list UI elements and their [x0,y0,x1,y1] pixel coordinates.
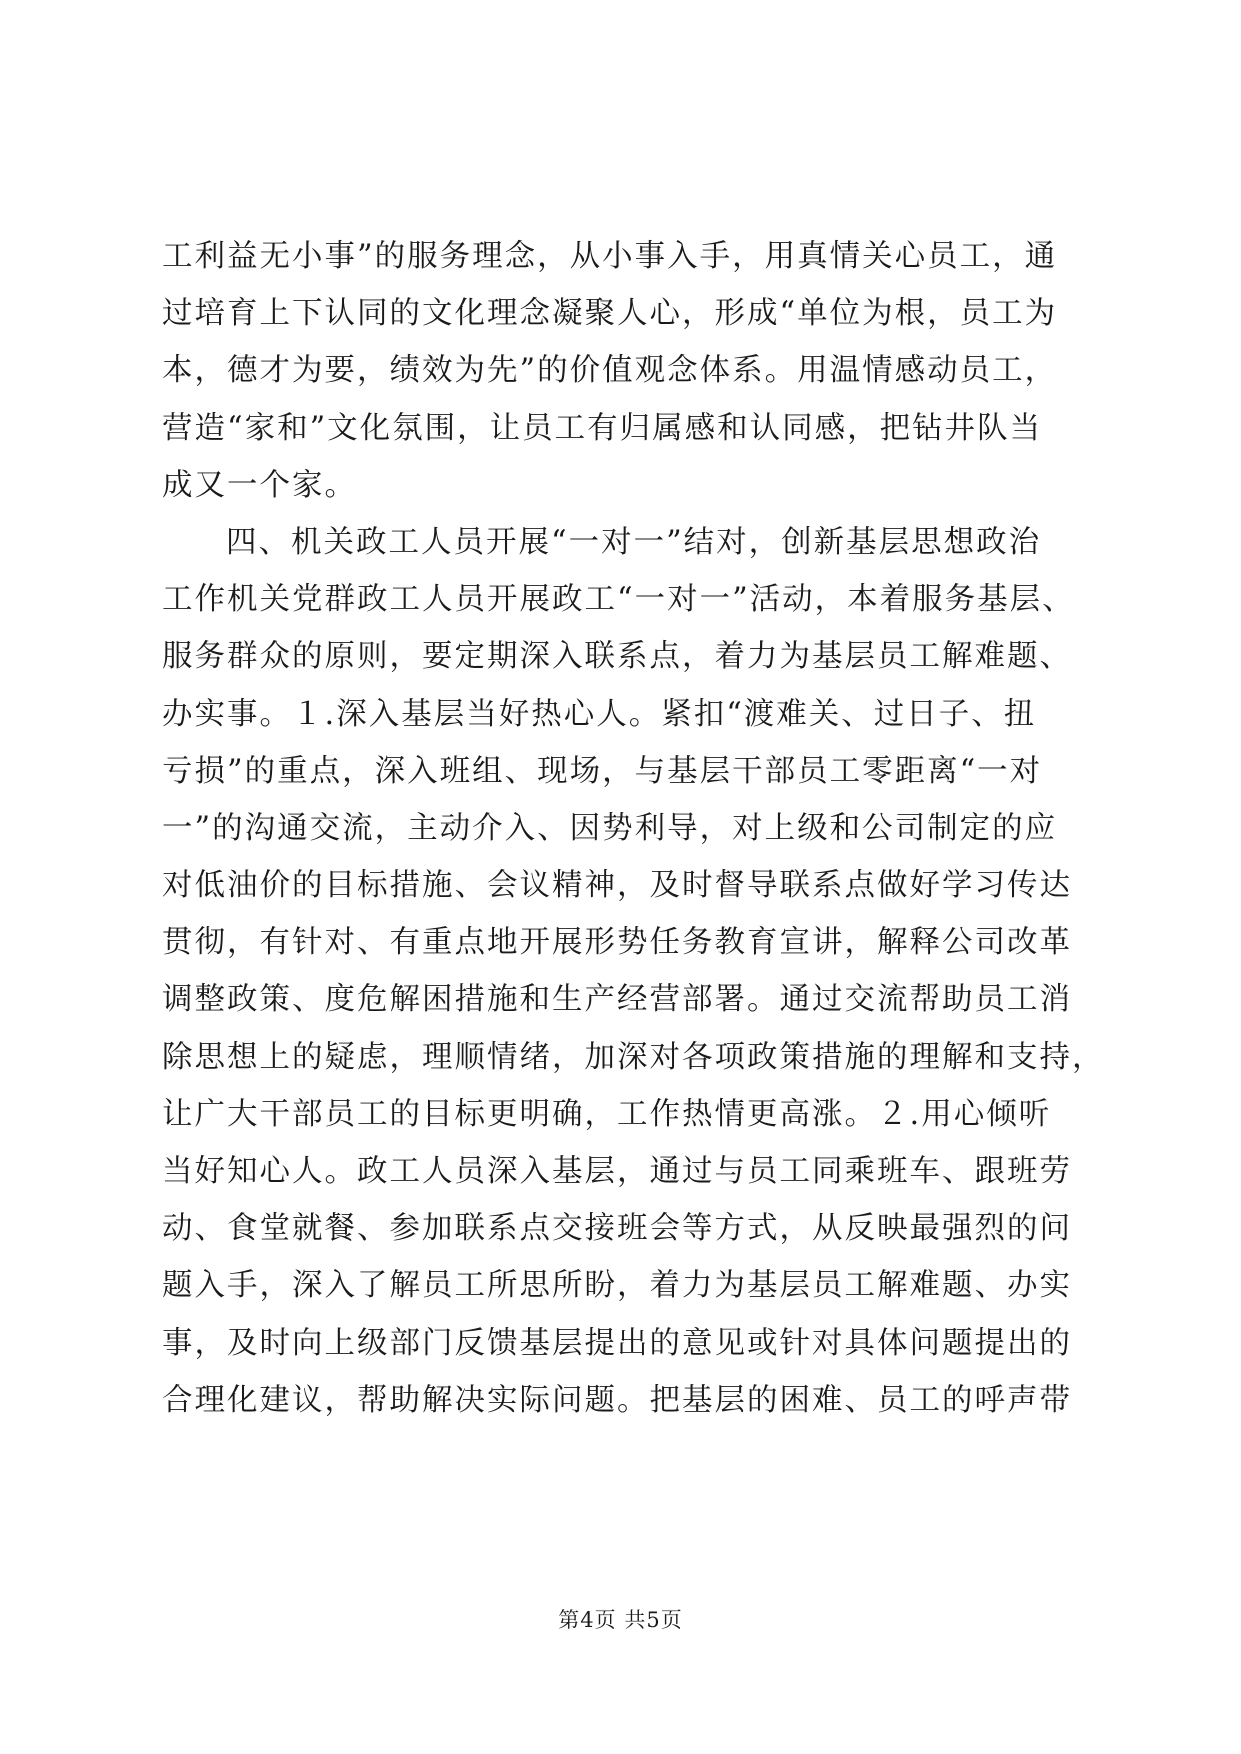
text-line: 亏损”的重点，深入班组、现场，与基层干部员工零距离“一对 [162,753,1043,789]
text-line: 题入手，深入了解员工所思所盼，着力为基层员工解难题、办实 [162,1268,1072,1304]
text-line: 本，德才为要，绩效为先”的价值观念体系。用温情感动员工， [162,353,1058,389]
text-line: 让广大干部员工的目标更明确，工作热情更高涨。２.用心倾听 [162,1096,1052,1132]
text-line: 一”的沟通交流，主动介入、因势利导，对上级和公司制定的应 [162,810,1058,846]
text-line: 过培育上下认同的文化理念凝聚人心，形成“单位为根，员工为 [162,296,1058,332]
section-heading-line: 四、机关政工人员开展“一对一”结对，创新基层思想政治 [226,524,1042,560]
text-line: 成又一个家。 [162,467,357,503]
page-footer [0,1605,1241,1635]
text-line: 事，及时向上级部门反馈基层提出的意见或针对具体问题提出的 [162,1325,1072,1361]
page-number-label: 第4页 共5页 [558,1608,683,1632]
text-line: 办实事。１.深入基层当好热心人。紧扣“渡难关、过日子、扭 [162,696,1037,732]
body-text [162,228,1105,1429]
text-line: 贯彻，有针对、有重点地开展形势任务教育宣讲，解释公司改革 [162,925,1072,961]
text-line: 合理化建议，帮助解决实际问题。把基层的困难、员工的呼声带 [162,1382,1072,1418]
text-line: 调整政策、度危解困措施和生产经营部署。通过交流帮助员工消 [162,982,1072,1018]
text-line: 除思想上的疑虑，理顺情绪，加深对各项政策措施的理解和支持， [162,1039,1105,1075]
text-line: 营造“家和”文化氛围，让员工有归属感和认同感，把钻井队当 [162,410,1043,446]
text-line: 工作机关党群政工人员开展政工“一对一”活动，本着服务基层、 [162,582,1075,618]
text-line: 当好知心人。政工人员深入基层，通过与员工同乘班车、跟班劳 [162,1154,1072,1189]
text-line: 服务群众的原则，要定期深入联系点，着力为基层员工解难题、 [162,639,1072,675]
text-line: 工利益无小事”的服务理念，从小事入手，用真情关心员工，通 [162,239,1058,274]
text-line: 对低油价的目标措施、会议精神，及时督导联系点做好学习传达 [162,868,1072,904]
text-line: 动、食堂就餐、参加联系点交接班会等方式，从反映最强烈的问 [162,1211,1072,1247]
